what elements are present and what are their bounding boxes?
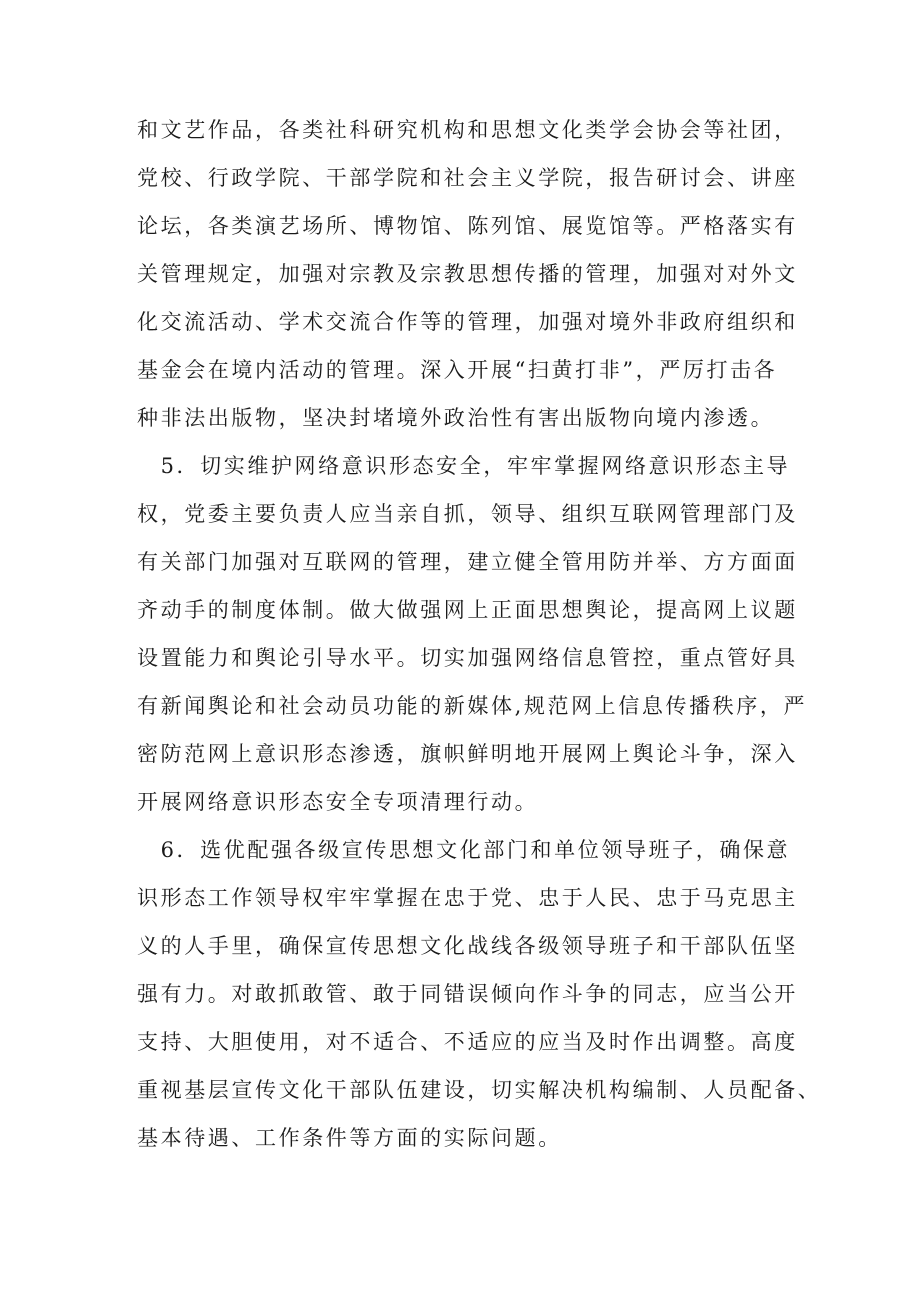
text-line: 设置能力和舆论引导水平。切实加强网络信息管控，重点管好具	[137, 646, 798, 670]
text-line: 种非法出版物，坚决封堵境外政治性有害出版物向境内渗透。	[137, 406, 775, 430]
text-line: 党校、行政学院、干部学院和社会主义学院，报告研讨会、讲座	[137, 166, 798, 190]
text-line: 论坛，各类演艺场所、博物馆、陈列馆、展览馆等。严格落实有	[137, 214, 798, 238]
document-body	[137, 106, 822, 1162]
text-line: 重视基层宣传文化干部队伍建设，切实解决机构编制、人员配备、	[137, 1078, 822, 1102]
paragraph-item-5	[137, 442, 808, 826]
text-line: 有新闻舆论和社会动员功能的新媒体,规范网上信息传播秩序，严	[137, 694, 808, 718]
text-line: 义的人手里，确保宣传思想文化战线各级领导班子和干部队伍坚	[137, 934, 798, 958]
paragraph-item-6	[137, 826, 822, 1162]
text-line: 强有力。对敢抓敢管、敢于同错误倾向作斗争的同志，应当公开	[137, 982, 798, 1006]
text-line: 密防范网上意识形态渗透，旗帜鲜明地开展网上舆论斗争，深入	[137, 742, 798, 766]
text-line: 支持、大胆使用，对不适合、不适应的应当及时作出调整。高度	[137, 1030, 798, 1054]
text-line: 化交流活动、学术交流合作等的管理，加强对境外非政府组织和	[137, 310, 798, 334]
text-line: 识形态工作领导权牢牢掌握在忠于党、忠于人民、忠于马克思主	[137, 886, 798, 910]
text-line: 齐动手的制度体制。做大做强网上正面思想舆论，提高网上议题	[137, 598, 798, 622]
text-line: 5．切实维护网络意识形态安全，牢牢掌握网络意识形态主导	[137, 454, 791, 478]
text-line: 有关部门加强对互联网的管理，建立健全管用防并举、方方面面	[137, 550, 798, 574]
text-line: 关管理规定，加强对宗教及宗教思想传播的管理，加强对对外文	[137, 262, 798, 286]
paragraph-continuation	[137, 106, 797, 442]
text-line: 权，党委主要负责人应当亲自抓，领导、组织互联网管理部门及	[137, 502, 798, 526]
text-line: 开展网络意识形态安全专项清理行动。	[137, 790, 539, 814]
text-line: 和文艺作品，各类社科研究机构和思想文化类学会协会等社团，	[137, 118, 798, 142]
text-line: 6．选优配强各级宣传思想文化部门和单位领导班子，确保意	[137, 838, 791, 862]
text-line: 基金会在境内活动的管理。深入开展“扫黄打非”，严厉打击各	[137, 358, 778, 382]
text-line: 基本待遇、工作条件等方面的实际问题。	[137, 1126, 562, 1150]
